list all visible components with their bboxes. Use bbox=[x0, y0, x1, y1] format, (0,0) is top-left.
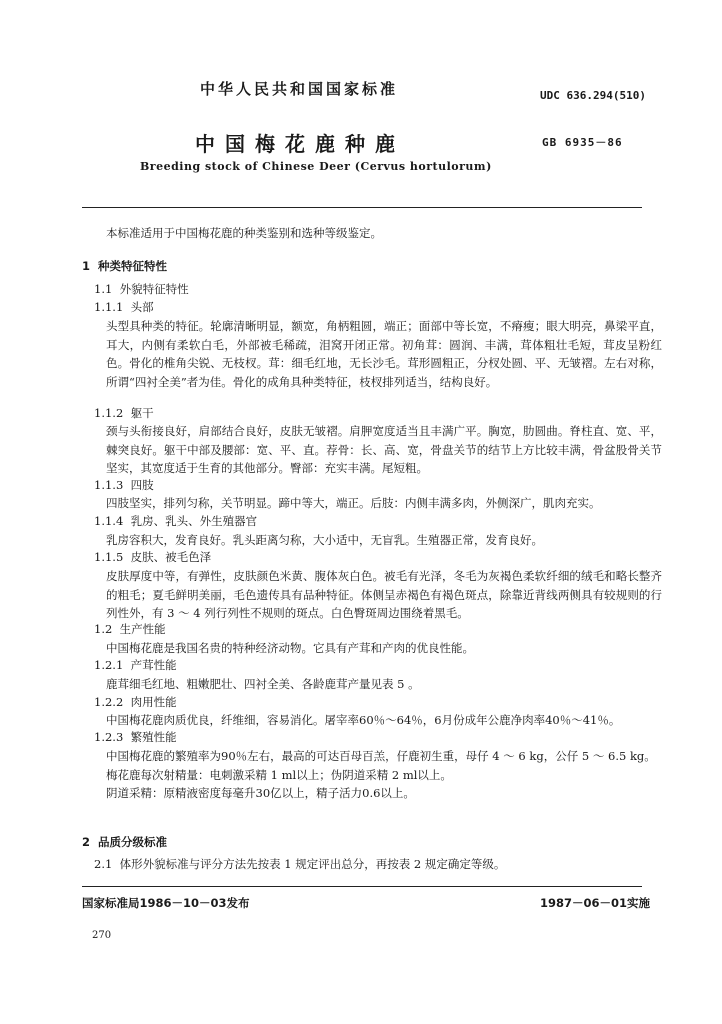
section-2-heading: 2 品质分级标准 bbox=[82, 835, 168, 849]
section-1-2-3-text: 中国梅花鹿的繁殖率为90％左右，最高的可达百母百羔，仔鹿初生重，母仔 4 ～ 6 kg，公仔 5 ～ 6.5 kg。 梅花鹿每次射精量：电刺激采精 1 ml以上；伪阴道采精 2 ml以上。 阴道采精：原精液密度每毫升30亿以上，精子活力0.6以上。 bbox=[82, 747, 662, 803]
udc-code: UDC 636.294(510) bbox=[540, 89, 646, 102]
section-1-1-heading: 1.1 外貌特征特性 bbox=[94, 282, 189, 296]
section-1-2-3-line3: 阴道采精：原精液密度每毫升30亿以上，精子活力0.6以上。 bbox=[106, 786, 415, 801]
section-1-2-text: 中国梅花鹿是我国名贵的特种经济动物。它具有产茸和产肉的优良性能。 bbox=[106, 641, 474, 655]
section-1-1-1-heading: 1.1.1 头部 bbox=[94, 300, 154, 314]
section-1-2-1-heading: 1.2.1 产茸性能 bbox=[94, 658, 177, 672]
page-number: 270 bbox=[92, 930, 112, 941]
issued-date: 国家标准局1986－10－03发布 bbox=[82, 896, 250, 910]
header-divider bbox=[82, 207, 642, 208]
section-1-2-2-text: 中国梅花鹿肉质优良，纤维细，容易消化。屠宰率60％～64％，6月份成年公鹿净肉率40％～41％。 bbox=[106, 713, 621, 727]
intro-paragraph: 本标准适用于中国梅花鹿的种类鉴别和选种等级鉴定。 bbox=[106, 226, 382, 240]
english-title: Breeding stock of Chinese Deer (Cervus hortulorum) bbox=[140, 160, 492, 173]
section-1-1-5-heading: 1.1.5 皮肤、被毛色泽 bbox=[94, 550, 212, 564]
section-1-1-5-text: 皮肤厚度中等，有弹性，皮肤颜色米黄、腹体灰白色。被毛有光泽，冬毛为灰褐色柔软纤细的绒毛和略长整齐的粗毛；夏毛鲜明美丽，毛色遗传具有品种特征。体侧呈赤褐色有褐色斑点，除靠近背线两侧具有较规则的行列性外，有 3 ～ 4 列行列性不规则的斑点。白色臀斑周边围绕着黑毛。 bbox=[106, 569, 662, 621]
section-1-heading: 1 种类特征特性 bbox=[82, 259, 168, 273]
page-title: 中国梅花鹿种鹿 bbox=[195, 132, 405, 156]
section-1-1-4-heading: 1.1.4 乳房、乳头、外生殖器官 bbox=[94, 514, 258, 528]
section-1-1-1-text: 头型具种类的特征。轮廓清晰明显，额宽，角柄粗圆，端正；面部中等长宽，不瘠瘦；眼大明亮，鼻梁平直，耳大，内侧有柔软白毛，外部被毛稀疏，泪窝开闭正常。初角茸：圆润、丰满，茸体粗壮毛短，茸皮呈粉红色。骨化的椎角尖锐、无枝杈。茸：细毛红地，无长沙毛。茸形圆粗正，分杈处圆、平、无皱褶。左右对称，所谓“四衬全美”者为佳。骨化的成角具种类特征，枝杈排列适当，结构良好。 bbox=[106, 319, 662, 389]
section-1-2-heading: 1.2 生产性能 bbox=[94, 622, 166, 636]
effective-date: 1987－06－01实施 bbox=[540, 896, 651, 910]
section-1-2-3-line2: 梅花鹿每次射精量：电刺激采精 1 ml以上；伪阴道采精 2 ml以上。 bbox=[106, 767, 452, 782]
footer-divider bbox=[82, 886, 642, 887]
section-1-2-2-heading: 1.2.2 肉用性能 bbox=[94, 695, 177, 709]
section-1-1-3-heading: 1.1.3 四肢 bbox=[94, 478, 154, 492]
section-1-2-1-text: 鹿茸细毛红地、粗嫩肥壮、四衬全美、各龄鹿茸产量见表 5 。 bbox=[106, 677, 420, 691]
section-1-1-4-text: 乳房容积大，发育良好。乳头距离匀称，大小适中，无盲乳。生殖器正常，发育良好。 bbox=[106, 533, 543, 547]
section-1-1-2-heading: 1.1.2 躯干 bbox=[94, 406, 154, 420]
section-1-1-2-text: 颈与头衔接良好，肩部结合良好，皮肤无皱褶。肩胛宽度适当且丰满广平。胸宽，肋圆曲。脊柱直、宽、平，棘突良好。躯干中部及腰部：宽、平、直。荐骨：长、高、宽，骨盘关节的结节上方比较丰满，骨盆股骨关节坚实，其宽度适于生育的其他部分。臀部：充实丰满。尾短粗。 bbox=[106, 424, 662, 476]
section-2-1-text: 2.1 体形外貌标准与评分方法先按表 1 规定评出总分，再按表 2 规定确定等级。 bbox=[94, 857, 506, 871]
issuing-org: 中华人民共和国国家标准 bbox=[200, 80, 399, 98]
section-1-2-3-heading: 1.2.3 繁殖性能 bbox=[94, 730, 177, 744]
gb-code: GB 6935－86 bbox=[542, 136, 623, 149]
section-1-1-3-text: 四肢坚实，排列匀称，关节明显。蹄中等大，端正。后肢：内侧丰满多肉，外侧深广，肌肉充实。 bbox=[106, 496, 601, 510]
